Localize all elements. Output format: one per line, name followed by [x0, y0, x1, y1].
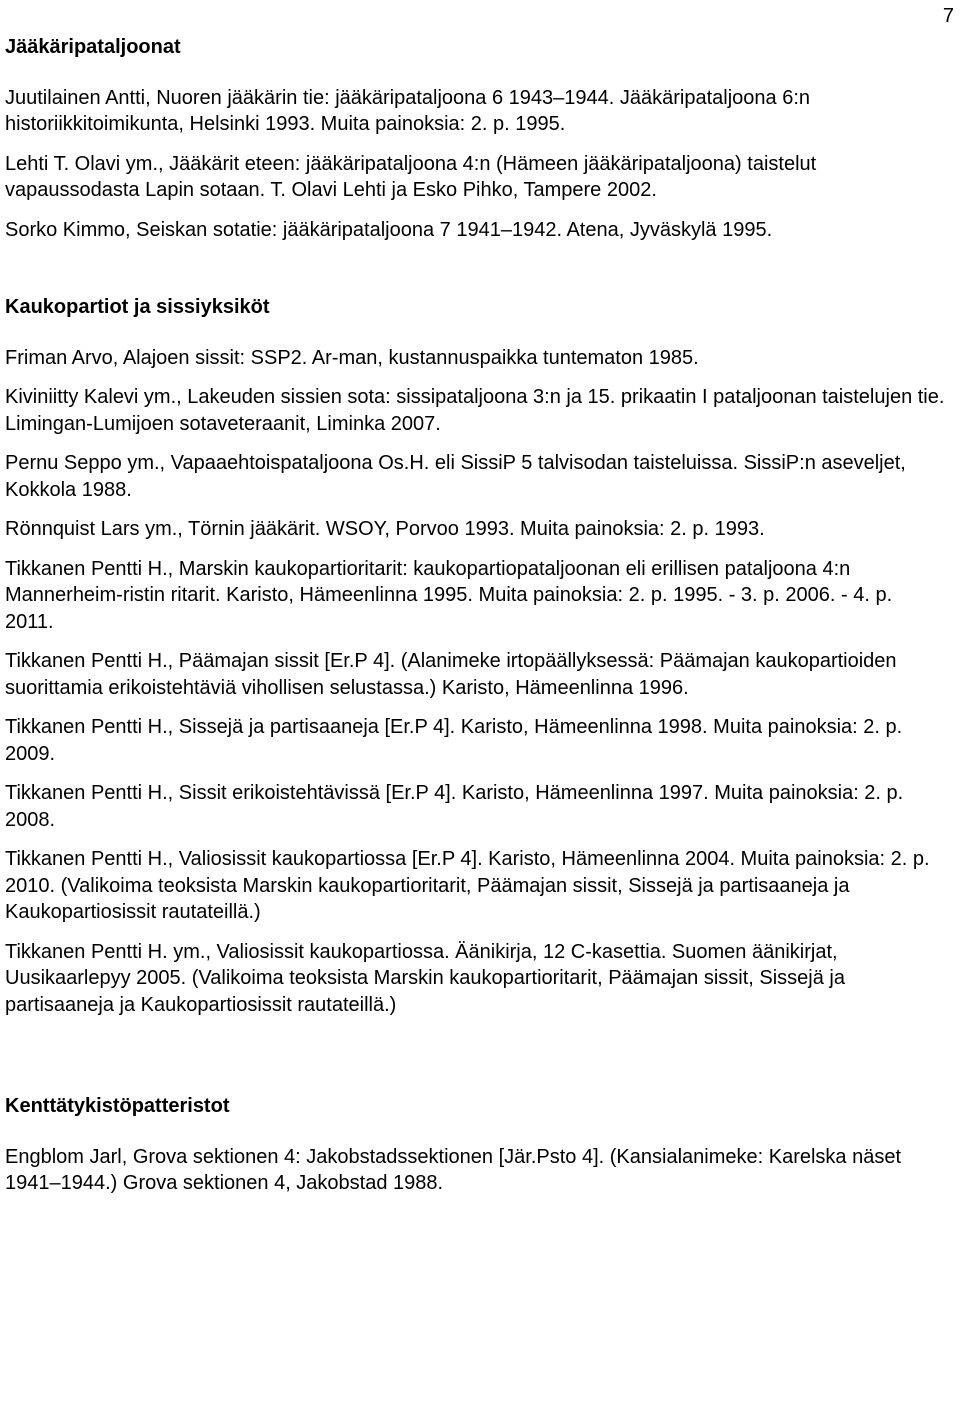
bibliography-entry: Pernu Seppo ym., Vapaaehtoispataljoona Os.H. eli SissiP 5 talvisodan taisteluissa. SissiP:n aseveljet, Kokkola 1988. — [5, 452, 906, 501]
section-spacer — [5, 256, 945, 294]
section-heading: Jääkäripataljoonat — [5, 36, 181, 58]
bibliography-entry: Lehti T. Olavi ym., Jääkärit eteen: jääkäripataljoona 4:n (Hämeen jääkäripataljoona) taistelut vapaussodasta Lapin sotaan. T. Olavi Lehti ja Esko Pihko, Tampere 2002. — [5, 152, 817, 201]
bibliography-entry: Juutilainen Antti, Nuoren jääkärin tie: jääkäripataljoona 6 1943–1944. Jääkäripataljoona 6:n historiikkitoimikunta, Helsinki 1993. Muita painoksia: 2. p. 1995. — [5, 86, 811, 135]
page-number: 7 — [942, 5, 954, 27]
bibliography-entry: Tikkanen Pentti H., Sissejä ja partisaaneja [Er.P 4]. Karisto, Hämeenlinna 1998. Muita painoksia: 2. p. 2009. — [5, 716, 903, 765]
bibliography-entry: Tikkanen Pentti H. ym., Valiosissit kaukopartiossa. Äänikirja, 12 C-kasettia. Suomen äänikirjat, Uusikaarlepyy 2005. (Valikoima teoksista Marskin kaukopartioritarit, Päämajan sissit, Sissejä ja partisaaneja ja Kaukopartiosissit rautateillä.) — [5, 940, 845, 1016]
bibliography — [5, 34, 945, 1210]
bibliography-entry: Tikkanen Pentti H., Valiosissit kaukopartiossa [Er.P 4]. Karisto, Hämeenlinna 2004. Muita painoksia: 2. p. 2010. (Valikoima teoksista Marskin kaukopartioritarit, Päämajan sissit, Sissejä ja partisaaneja ja Kaukopartiosissit rautateillä.) — [5, 848, 930, 923]
bibliography-entry: Sorko Kimmo, Seiskan sotatie: jääkäripataljoona 7 1941–1942. Atena, Jyväskylä 1995. — [5, 218, 773, 241]
bibliography-entry: Tikkanen Pentti H., Sissit erikoistehtävissä [Er.P 4]. Karisto, Hämeenlinna 1997. Muita painoksia: 2. p. 2008. — [5, 782, 904, 831]
bibliography-entry: Tikkanen Pentti H., Marskin kaukopartioritarit: kaukopartiopataljoonan eli erillisen pataljoona 4:n Mannerheim-ristin ritarit. Karisto, Hämeenlinna 1995. Muita painoksia: 2. p. 1995. - 3. p. 2006. - 4. p. 2011. — [5, 557, 893, 633]
bibliography-entry: Tikkanen Pentti H., Päämajan sissit [Er.P 4]. (Alanimeke irtopäällyksessä: Päämajan kaukopartioiden suorittamia erikoistehtäviä vihollisen selustassa.) Karisto, Hämeenlinna 1996. — [5, 650, 897, 699]
section-heading: Kaukopartiot ja sissiyksiköt — [5, 296, 270, 318]
bibliography-entry: Rönnquist Lars ym., Törnin jääkärit. WSOY, Porvoo 1993. Muita painoksia: 2. p. 1993. — [5, 518, 765, 540]
section-kaukopartiot — [5, 294, 945, 1018]
bibliography-entry: Kiviniitty Kalevi ym., Lakeuden sissien sota: sissipataljoona 3:n ja 15. prikaatin I pataljoonan taistelujen tie. Limingan-Lumijoen sotaveteraanit, Liminka 2007. — [5, 386, 945, 435]
bibliography-entry: Friman Arvo, Alajoen sissit: SSP2. Ar-man, kustannuspaikka tuntematon 1985. — [5, 346, 699, 369]
bibliography-entry: Engblom Jarl, Grova sektionen 4: Jakobstadssektionen [Jär.Psto 4]. (Kansialanimeke: Karelska näset 1941–1944.) Grova sektionen 4, Jakobstad 1988. — [5, 1145, 902, 1194]
section-kenttatykistopatteristot — [5, 1093, 945, 1197]
section-heading: Kenttätykistöpatteristot — [5, 1095, 230, 1117]
section-spacer — [5, 1031, 945, 1093]
section-jaakaripataljoonat — [5, 34, 945, 243]
